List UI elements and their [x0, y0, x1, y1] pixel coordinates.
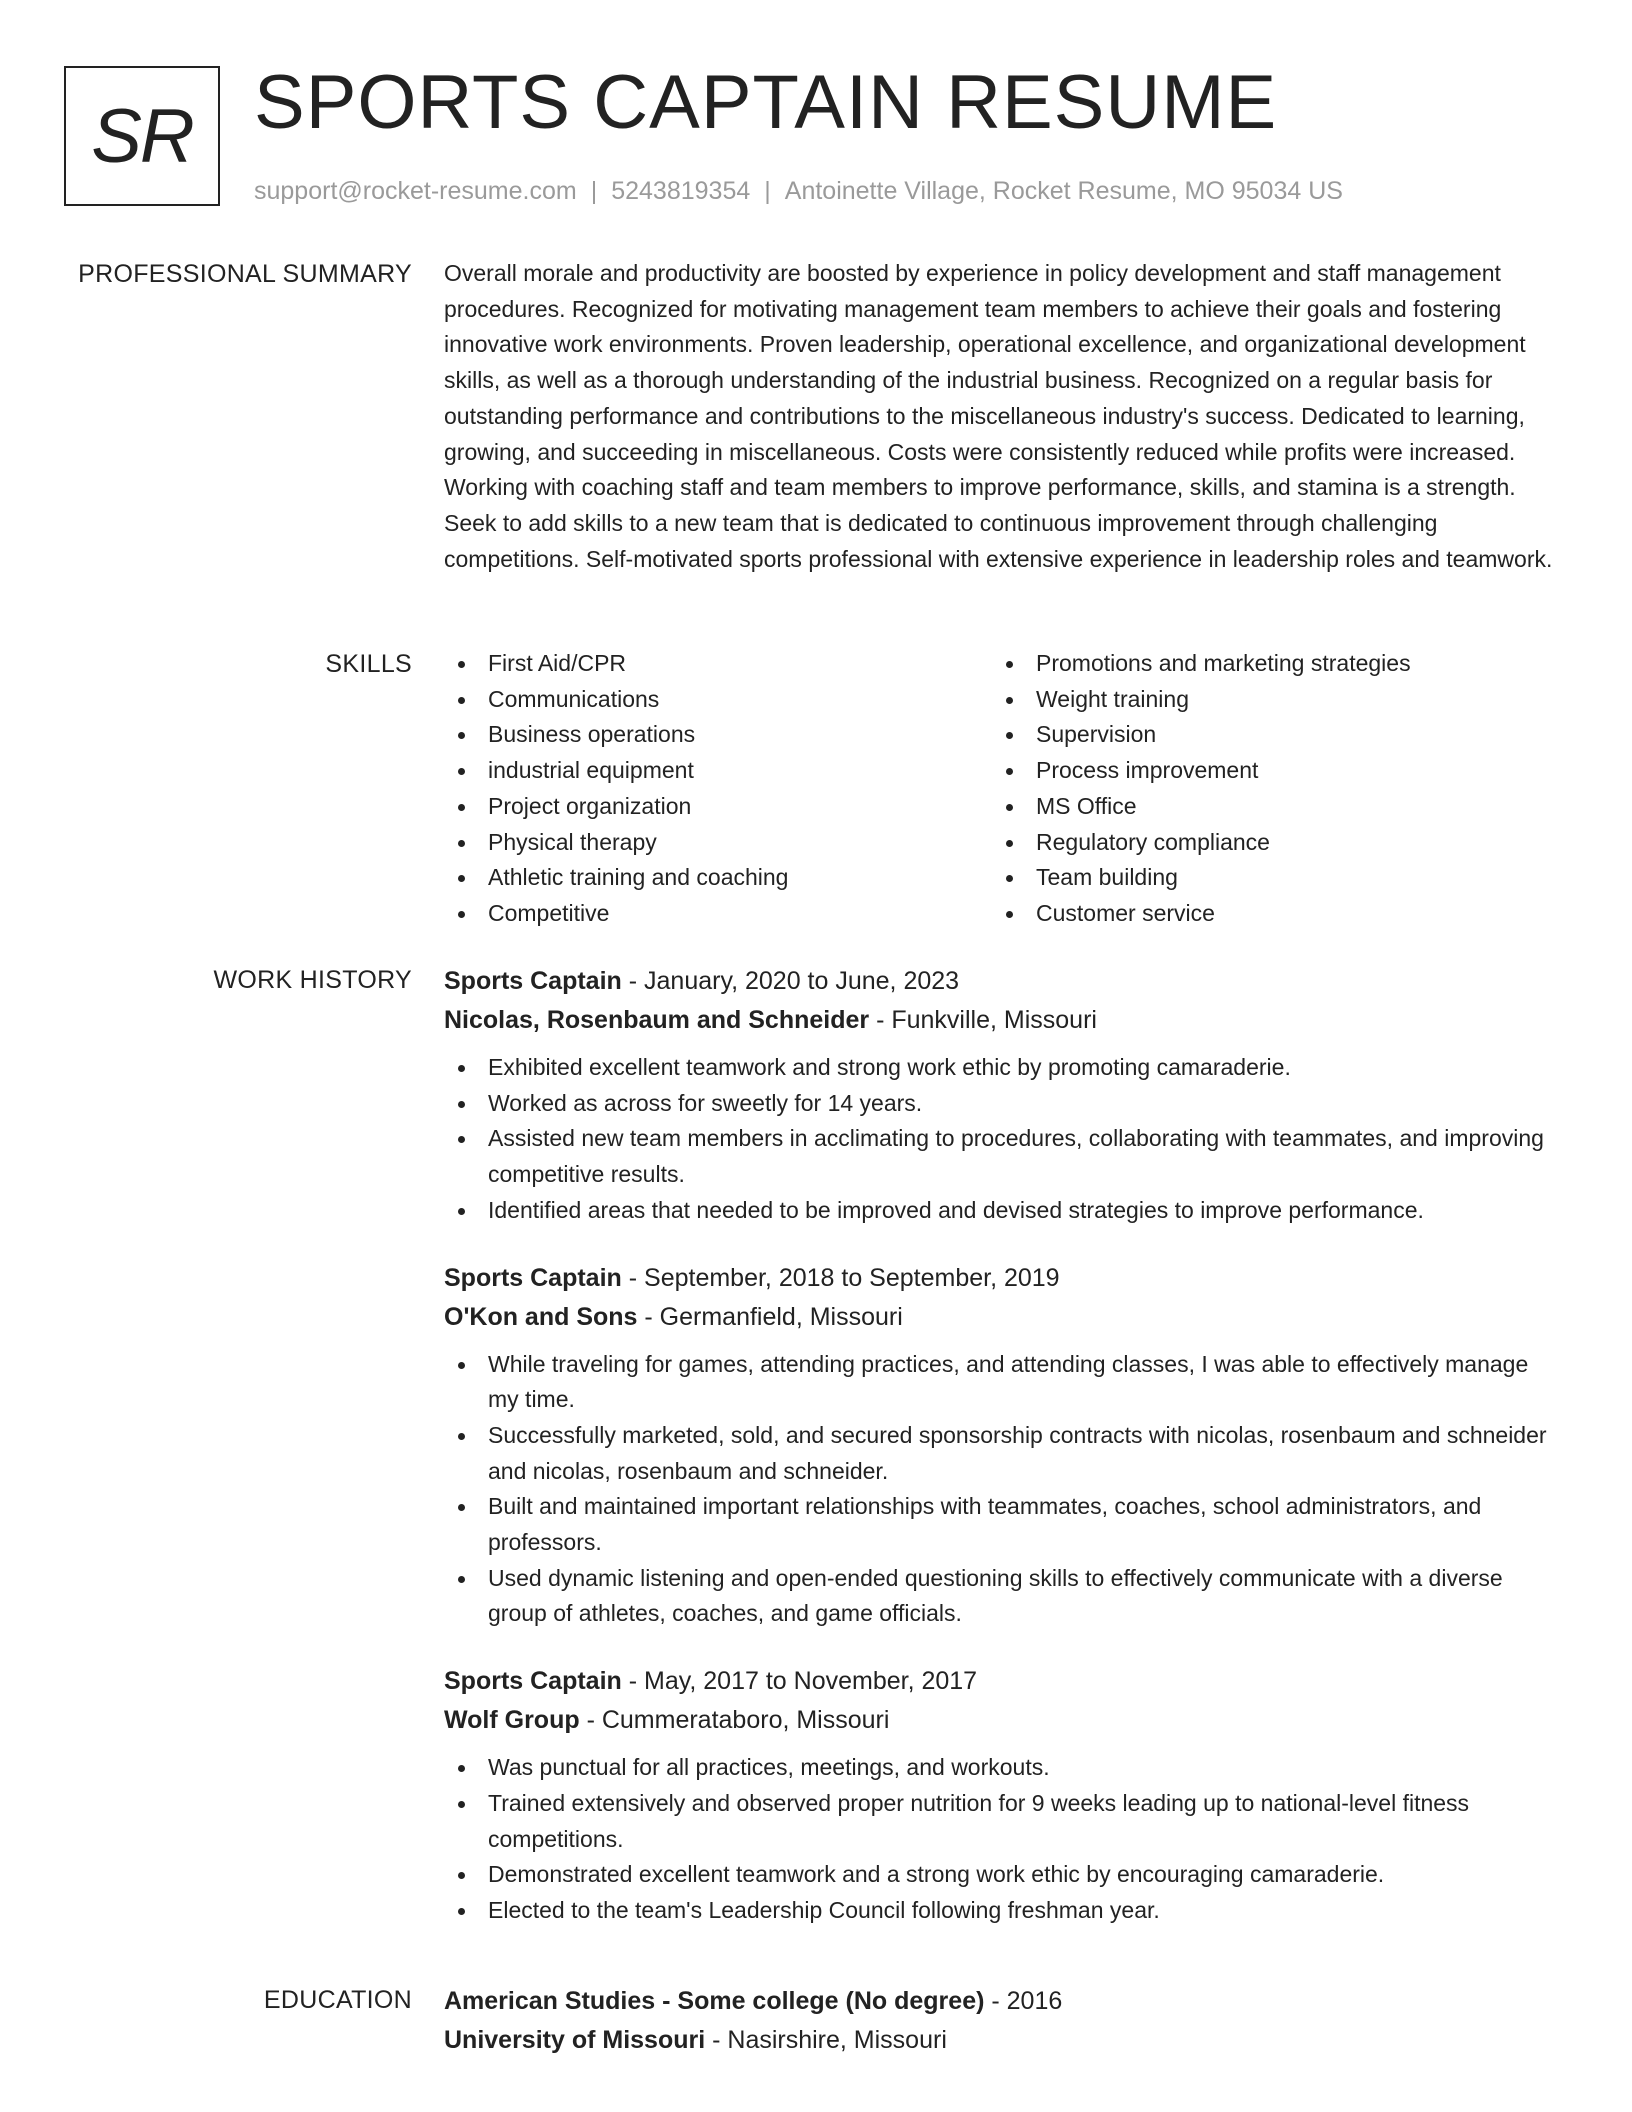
skill-item: Process improvement	[992, 753, 1540, 789]
job-location: - Cummerataboro, Missouri	[579, 1706, 890, 1735]
skill-item: Weight training	[992, 682, 1540, 718]
job-company: Nicolas, Rosenbaum and Schneider	[444, 1006, 870, 1034]
job-dates: - September, 2018 to September, 2019	[621, 1263, 1060, 1292]
job-title-line	[444, 1259, 1556, 1298]
job-title-line	[444, 962, 1556, 1001]
job-title-line	[444, 1662, 1556, 1701]
job-bullet: Worked as across for sweetly for 14 years.	[444, 1086, 1556, 1122]
summary-content	[444, 256, 1556, 577]
skills-heading: SKILLS	[325, 650, 412, 678]
job-dates: - January, 2020 to June, 2023	[621, 967, 960, 995]
contact-email: support@rocket-resume.com	[254, 177, 577, 205]
job-company-line	[444, 1001, 1556, 1040]
skill-item: Athletic training and coaching	[444, 860, 992, 896]
contact-address: Antoinette Village, Rocket Resume, MO 95034 US	[784, 177, 1343, 205]
skill-item: Business operations	[444, 717, 992, 753]
job-bullet: Used dynamic listening and open-ended questioning skills to effectively communicate with a diverse group of athletes, coaches, and game officials.	[444, 1561, 1556, 1632]
job-entry	[444, 1259, 1556, 1633]
job-title: Sports Captain	[444, 1667, 622, 1696]
education-content	[444, 1982, 1556, 2060]
work-history-heading: WORK HISTORY	[213, 966, 412, 994]
job-location: - Funkville, Missouri	[869, 1006, 1097, 1034]
skill-item: Project organization	[444, 789, 992, 825]
education-degree-line	[444, 1982, 1556, 2021]
job-company-line	[444, 1298, 1556, 1337]
skill-item: Communications	[444, 682, 992, 718]
work-history-content	[444, 962, 1556, 1959]
summary-heading: PROFESSIONAL SUMMARY	[78, 260, 412, 288]
contact-phone: 5243819354	[611, 177, 751, 205]
job-bullet: While traveling for games, attending practices, and attending classes, I was able to effectively manage my time.	[444, 1347, 1556, 1418]
summary-text: Overall morale and productivity are boosted by experience in policy development and staff management procedures. Recognized for motivating management team members to achieve their goals and fostering innovative work environments. Proven leadership, operational excellence, and organizational development skills, as well as a thorough understanding of the industrial business. Recognized on a regular basis for outstanding performance and contributions to the miscellaneous industry's success. Dedicated to learning, growing, and succeeding in miscellaneous. Costs were consistently reduced while profits were increased. Working with coaching staff and team members to improve performance, skills, and stamina is a strength. Seek to add skills to a new team that is dedicated to continuous improvement through challenging competitions. Self-motivated sports professional with extensive experience in leadership roles and teamwork.	[444, 260, 1553, 572]
skill-item: Team building	[992, 860, 1540, 896]
job-title: Sports Captain	[444, 1263, 622, 1292]
skill-item: Physical therapy	[444, 825, 992, 861]
contact-separator: |	[764, 177, 771, 205]
job-bullets	[444, 1050, 1556, 1229]
skill-item: Supervision	[992, 717, 1540, 753]
skill-item: MS Office	[992, 789, 1540, 825]
job-bullet: Assisted new team members in acclimating to procedures, collaborating with teammates, and improving competitive results.	[444, 1121, 1556, 1192]
job-entry	[444, 1662, 1556, 1929]
job-bullets	[444, 1347, 1556, 1633]
education-degree: American Studies - Some college (No degree)	[444, 1987, 985, 2015]
job-company: Wolf Group	[444, 1706, 580, 1735]
job-bullet: Demonstrated excellent teamwork and a strong work ethic by encouraging camaraderie.	[444, 1857, 1556, 1893]
skills-columns	[444, 646, 1556, 932]
skills-list-right	[992, 646, 1540, 932]
education-year: - 2016	[984, 1987, 1063, 2015]
job-company: O'Kon and Sons	[444, 1302, 638, 1331]
job-dates: - May, 2017 to November, 2017	[621, 1667, 978, 1696]
skill-item: Regulatory compliance	[992, 825, 1540, 861]
job-bullet: Was punctual for all practices, meetings, and workouts.	[444, 1750, 1556, 1786]
skill-item: Competitive	[444, 896, 992, 932]
education-school: University of Missouri	[444, 2026, 706, 2054]
skill-item: Customer service	[992, 896, 1540, 932]
monogram-logo: SR	[64, 66, 220, 206]
resume-title: SPORTS CAPTAIN RESUME	[254, 60, 1278, 145]
skills-content	[444, 646, 1556, 932]
skill-item: First Aid/CPR	[444, 646, 992, 682]
skill-item: industrial equipment	[444, 753, 992, 789]
skills-list-left	[444, 646, 992, 932]
job-company-line	[444, 1701, 1556, 1740]
job-title: Sports Captain	[444, 967, 622, 995]
job-bullets	[444, 1750, 1556, 1929]
job-bullet: Successfully marketed, sold, and secured sponsorship contracts with nicolas, rosenbaum and schneider and nicolas, rosenbaum and schneider.	[444, 1418, 1556, 1489]
education-heading: EDUCATION	[263, 1986, 412, 2014]
job-entry	[444, 962, 1556, 1229]
job-bullet: Trained extensively and observed proper nutrition for 9 weeks leading up to national-level fitness competitions.	[444, 1786, 1556, 1857]
job-bullet: Identified areas that needed to be improved and devised strategies to improve performance.	[444, 1193, 1556, 1229]
education-school-line	[444, 2021, 1556, 2060]
skill-item: Promotions and marketing strategies	[992, 646, 1540, 682]
job-bullet: Built and maintained important relationships with teammates, coaches, school administrators, and professors.	[444, 1489, 1556, 1560]
job-location: - Germanfield, Missouri	[637, 1302, 903, 1331]
job-bullet: Elected to the team's Leadership Council following freshman year.	[444, 1893, 1556, 1929]
contact-separator: |	[590, 177, 598, 205]
job-bullet: Exhibited excellent teamwork and strong work ethic by promoting camaraderie.	[444, 1050, 1556, 1086]
contact-line	[254, 174, 1343, 208]
education-location: - Nasirshire, Missouri	[705, 2026, 947, 2054]
